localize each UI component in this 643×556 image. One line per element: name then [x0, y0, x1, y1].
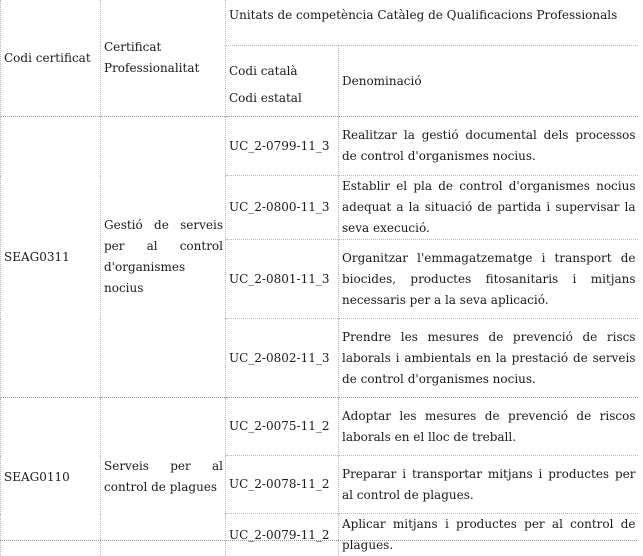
header-row-1 — [1, 0, 638, 46]
unit-name: Organitzar l'emmagatzematge i transport de biocides, productes fitosanitaris i mitjans necessaris per a la seva aplicació. — [339, 240, 638, 319]
header-codi-cell — [226, 46, 339, 117]
unit-code: UC_2-0079-11_2 — [226, 514, 339, 556]
unit-code: UC_2-0800-11_3 — [226, 176, 339, 240]
unit-code: UC_2-0802-11_3 — [226, 319, 339, 398]
table-row — [1, 398, 638, 456]
unit-name: Establir el pla de control d'organismes nocius adequat a la situació de partida i supervisar la seva execució. — [339, 176, 638, 240]
table-row — [1, 117, 638, 176]
certificate-name: Gestió de serveis per al control d'organismes nocius — [101, 117, 226, 398]
header-certificat-professionalitat: Certificat Professionalitat — [101, 0, 226, 117]
unit-name: Realitzar la gestió documental dels processos de control d'organismes nocius. — [339, 117, 638, 176]
unit-name: Preparar i transportar mitjans i productes per al control de plagues. — [339, 456, 638, 514]
unit-name: Aplicar mitjans i productes per al control de plagues. — [339, 514, 638, 556]
unit-code: UC_2-0799-11_3 — [226, 117, 339, 176]
certificate-code: SEAG0110 — [1, 398, 101, 556]
certificate-name: Serveis per al control de plagues — [101, 398, 226, 556]
header-denominacio: Denominació — [339, 46, 638, 117]
unit-code: UC_2-0075-11_2 — [226, 398, 339, 456]
header-unitats-competencia: Unitats de competència Catàleg de Qualificacions Professionals — [226, 0, 638, 46]
header-codi-catala: Codi català — [229, 55, 336, 88]
unit-code: UC_2-0801-11_3 — [226, 240, 339, 319]
table-bottom-border — [0, 540, 637, 541]
unit-code: UC_2-0078-11_2 — [226, 456, 339, 514]
unit-name: Prendre les mesures de prevenció de riscs laborals i ambientals en la prestació de serveis de control d'organismes nocius. — [339, 319, 638, 398]
unit-name: Adoptar les mesures de prevenció de riscos laborals en el lloc de treball. — [339, 398, 638, 456]
header-codi-estatal: Codi estatal — [229, 88, 336, 108]
certificate-code: SEAG0311 — [1, 117, 101, 398]
header-codi-certificat: Codi certificat — [1, 0, 101, 117]
